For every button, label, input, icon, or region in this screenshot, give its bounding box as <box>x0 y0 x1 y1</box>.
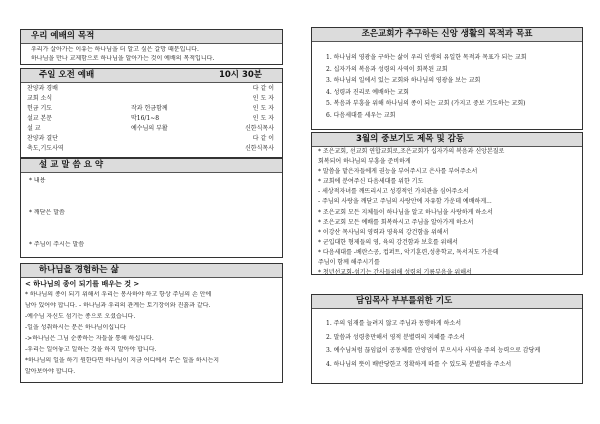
prayer-item: - 주님의 사랑을 깨닫고 주님의 사랑안에 자유함 가운데 예배하게... <box>318 198 492 206</box>
worship-purpose-section <box>20 29 283 65</box>
goal-item: 5. 복음과 부흥을 위해 하나님의 종이 되는 교회 (가지고 중보 기도하는 교회) <box>326 100 526 107</box>
worship-time: 10시 30분 <box>218 70 262 80</box>
experience-subtitle: < 하나님의 종이 되기를 배우는 것 > <box>25 280 140 288</box>
order-row <box>27 115 274 124</box>
prayer-item: * 청년선교회-섬기는 간사들위해 성령의 기름부음을 위해서 <box>318 269 472 277</box>
pastor-prayer-item: 1. 주의 임재를 늘려지 않고 주님과 동행하게 하소서 <box>326 320 461 327</box>
prayer-item: * 군입대한 형제들의 영, 육의 강건함과 보호를 위해서 <box>318 238 458 246</box>
order-row <box>27 125 274 134</box>
order-item: 찬양과 경배 <box>27 85 58 92</box>
order-item: 찬양과 결단 <box>27 135 58 142</box>
order-leader: 다 같 이 <box>252 135 274 142</box>
prayer-item: * 조은교회 모든 예배를 회복하시고 주님을 알아가게 하소서 <box>318 218 474 226</box>
prayer-item: * 이강산 목사님의 영력과 영육의 강건함을 위해서 <box>318 228 449 236</box>
sermon-summary-section <box>20 158 283 258</box>
sermon-summary-item: * 주님이 주시는 말씀 <box>29 241 85 248</box>
order-item: 헌금 기도 <box>27 105 53 112</box>
order-leader: 인 도 자 <box>252 115 274 122</box>
worship-purpose-line-1: 우리가 살아가는 이유는 하나님을 더 알고 싶은 갈망 때문입니다. <box>31 46 199 53</box>
experience-line: 알아보아야 합니다. <box>25 368 76 375</box>
order-row <box>27 145 274 154</box>
order-detail: 예수님의 부활 <box>131 125 168 132</box>
order-leader: 신한식목사 <box>245 125 274 132</box>
goal-item: 3. 하나님의 일에서 있는 교회와 하나님의 영광을 보는 교회 <box>326 77 481 84</box>
experience-line: *하나님의 일을 하기 원한다면 하나님이 지금 어디에서 무슨 일을 하시는지 <box>25 357 220 364</box>
pastor-prayer-item: 3. 예수님처럼 끊임없이 공동체를 안양엄이 부으시사 사역을 주의 능력으로 감당케 <box>326 347 541 354</box>
order-item: 설교 본문 <box>27 115 53 122</box>
worship-order-header <box>21 69 282 83</box>
prayer-section <box>311 132 583 275</box>
pastor-prayer-section <box>311 294 583 384</box>
church-goals-title: 조은교회가 추구하는 신앙 생활의 목적과 목표 <box>312 28 582 42</box>
order-row <box>27 135 274 144</box>
pastor-prayer-list <box>326 317 576 371</box>
prayer-item: - 세상적자녀를 깨뜨리시고 성경적인 가치관을 심어주소서 <box>318 188 469 196</box>
prayer-item: * 조은교회 모든 지체들이 하나님을 알고 하나님을 사랑하게 하소서 <box>318 208 493 216</box>
prayer-item: 회복되어 하나님의 부흥을 준비하게 <box>318 158 411 166</box>
experience-line: -일을 성취하시는 분은 하나님이십니다 <box>25 324 126 331</box>
order-item: 설 교 <box>27 125 41 132</box>
order-item: 축도,기도사역 <box>27 145 64 152</box>
experience-line: -우리는 일어놓고 일하는 것을 하지 말아야 합니다. <box>25 346 157 353</box>
prayer-item: 주님이 함께 해주시기를 <box>318 259 380 267</box>
pastor-prayer-item: 2. 말씀과 성령충만해서 영적 분별력의 지혜를 주소서 <box>326 333 465 341</box>
prayer-item: * 조은교회, 선교회 연합교회로,조은교회가 십자가의 복음과 신앙본질로 <box>318 148 505 155</box>
pastor-prayer-item: 4. 하나님의 뜻이 배반당한고 정확하게 따를 수 있도록 분별력을 주소서 <box>326 360 512 368</box>
order-item: 교회 소식 <box>27 95 53 102</box>
worship-purpose-title: 우리 예배의 목적 <box>21 30 282 44</box>
prayer-item: * 교회에 분여주신 다음세대를 위한 기도 <box>318 178 424 186</box>
church-goals-list <box>326 52 576 121</box>
worship-order-section <box>20 68 283 158</box>
goal-item: 4. 성령과 진리로 예배하는 교회 <box>326 88 409 96</box>
pastor-prayer-title: 담임목사 부부를위한 기도 <box>312 295 582 309</box>
order-leader: 인 도 자 <box>252 95 274 102</box>
goal-item: 2. 십자가의 복음과 성령의 사역이 회복된 교회 <box>326 65 448 73</box>
order-row <box>27 105 274 114</box>
experience-line: * 하나님의 종이 되기 위해서 우리는 봉사하야 하고 항상 주님의 손 안에 <box>25 291 212 298</box>
order-leader: 신한식목사 <box>245 145 274 152</box>
prayer-item: * 말씀을 맡은자들에게 권능을 부어주시고 은사를 부어주소서 <box>318 168 478 176</box>
prayer-title: 3월의 중보기도 제목 및 감동 <box>312 133 582 147</box>
order-leader: 다 같 이 <box>252 85 274 92</box>
order-row <box>27 95 274 104</box>
order-leader: 인 도 자 <box>252 105 274 112</box>
worship-order-title: 주일 오전 예배 <box>39 70 95 80</box>
prayer-list <box>318 147 578 278</box>
experience-line: -예수님 자신도 섬기는 종으로 오셨습니다. <box>25 313 136 320</box>
church-goals-section <box>311 27 583 130</box>
order-detail: 막16/1~8 <box>131 115 160 122</box>
worship-purpose-line-2: 하나님을 만나 교제함으로 하나님을 알아가는 것이 예배의 목적입니다. <box>31 55 215 62</box>
prayer-item: * 다음세대를 -베란스공, 컵퍼트, 악기훈련,성총학교, 독서저도 가운데 <box>318 248 499 256</box>
experience-line: 남아 있어야 합니다. - 하나님과 우리의 관계는 토기장이와 진흙과 같다. <box>25 302 211 309</box>
sermon-summary-item: * 깨닫은 말씀 <box>29 209 65 216</box>
order-row <box>27 85 274 94</box>
goal-item: 6. 다음세대를 세우는 교회 <box>326 111 396 119</box>
sermon-summary-title: 설 교 말 씀 요 약 <box>21 159 282 173</box>
experience-title: 하나님을 경험하는 삶 <box>21 264 282 278</box>
sermon-summary-item: * 내용 <box>29 177 46 184</box>
experience-section <box>20 263 283 383</box>
goal-item: 1. 하나님의 영광을 구하는 삶이 우리 인생의 유일한 목적과 목표가 되는 교회 <box>326 54 527 61</box>
experience-line: ->하나님은 그님 순종하는 자들을 통해 하십니다. <box>25 335 154 342</box>
order-detail: 작과 헌금함께 <box>131 105 168 112</box>
